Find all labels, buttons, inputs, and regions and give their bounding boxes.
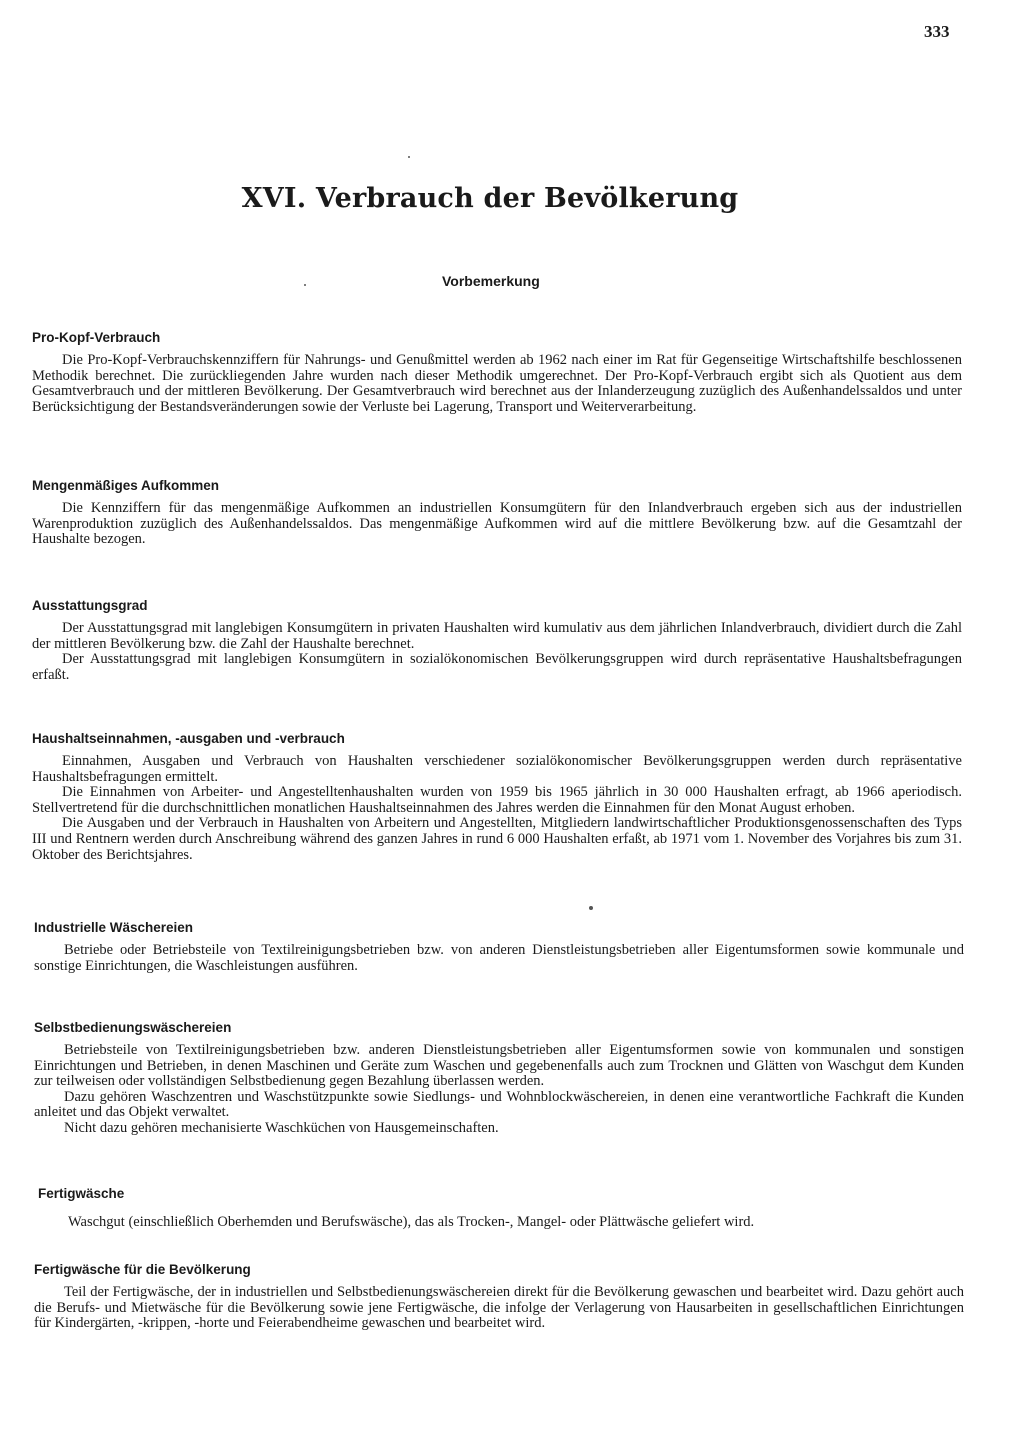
section-heading: Industrielle Wäschereien: [34, 920, 194, 935]
section-paragraph: Die Pro-Kopf-Verbrauchskennziffern für Nahrungs- und Genußmittel werden ab 1962 nach einer im Rat für Gegenseitige Wirtschaftshilfe beschlossenen Methodik berechnet. Die zurückliegenden Jahre wurden nach dieser Methodik umgerechnet. Der Pro-Kopf-Verbrauch ergibt sich als Quotient aus dem Gesamtverbrauch und der mittleren Bevölkerung. Der Gesamtverbrauch wird berechnet aus der Inlanderzeugung zuzüglich des Außenhandelssaldos und unter Berücksichtigung der Bestandsveränderungen sowie der Verluste bei Lagerung, Transport und Weiterverarbeitung.: [32, 352, 962, 415]
section-mengenmaessiges-aufkommen: [32, 478, 962, 548]
section-heading: Ausstattungsgrad: [32, 598, 148, 613]
section-heading: Pro-Kopf-Verbrauch: [32, 330, 161, 345]
scan-speck: [304, 284, 306, 286]
section-paragraph: Teil der Fertigwäsche, der in industriellen und Selbstbedienungswäschereien direkt für die Bevölkerung gewaschen und bearbeitet wird. Dazu gehört auch die Berufs- und Mietwäsche für die Bevölkerung sowie jene Fertigwäsche, die infolge der Verlagerung von Hausarbeiten in gesellschaftlichen Einrichtungen für Kindergärten, -krippen, -horte und Feierabendheime gewaschen und bearbeitet wird.: [34, 1284, 964, 1332]
section-fertigwaesche: [38, 1186, 968, 1231]
section-haushaltseinnahmen: [32, 731, 962, 863]
section-paragraph: Die Ausgaben und der Verbrauch in Haushalten von Arbeitern und Angestellten, Mitgliedern landwirtschaftlicher Produktionsgenossenschaften des Typs III und Rentnern werden durch Anschreibung während des ganzen Jahres in rund 6 000 Haushalten erfaßt, ab 1971 vom 1. November des Vorjahres bis zum 31. Oktober des Berichtsjahres.: [32, 815, 962, 863]
section-fertigwaesche-bevoelkerung: [34, 1262, 964, 1332]
section-paragraph: Die Einnahmen von Arbeiter- und Angestelltenhaushalten wurden von 1959 bis 1965 jährlich in 30 000 Haushalten erfragt, ab 1966 aperiodisch. Stellvertretend für die durchschnittlichen monatlichen Haushaltseinnahmen des Jahres werden die Einnahmen für den Monat August erhoben.: [32, 784, 962, 816]
section-selbstbedienungswaeschereien: [34, 1020, 964, 1137]
section-ausstattungsgrad: [32, 598, 962, 683]
scan-speck: [589, 906, 593, 910]
page-number: 333: [924, 22, 950, 41]
scan-speck: [408, 156, 410, 158]
section-paragraph: Dazu gehören Waschzentren und Waschstützpunkte sowie Siedlungs- und Wohnblockwäschereien, in denen eine verantwortliche Fachkraft die Kunden anleitet und das Objekt verwaltet.: [34, 1088, 964, 1121]
section-heading: Mengenmäßiges Aufkommen: [32, 478, 220, 493]
section-paragraph: Betriebsteile von Textilreinigungsbetrieben bzw. anderen Dienstleistungsbetrieben aller Eigentumsformen sowie von kommunalen und sonstigen Einrichtungen und Betrieben, in denen Maschinen und Geräte zum Waschen und gegebenenfalls auch zum Trocknen und Glätten von Waschgut dem Kunden zur teilweisen oder vollständigen Selbstbedienung gegen Bezahlung überlassen werden.: [34, 1042, 964, 1090]
section-heading: Selbstbedienungswäschereien: [34, 1020, 232, 1035]
section-heading: Fertigwäsche für die Bevölkerung: [34, 1262, 251, 1277]
section-paragraph: Betriebe oder Betriebsteile von Textilreinigungsbetrieben bzw. von anderen Dienstleistungsbetrieben aller Eigentumsformen sowie kommunale und sonstige Einrichtungen, die Waschleistungen ausführen.: [34, 942, 964, 974]
section-paragraph: Waschgut (einschließlich Oberhemden und Berufswäsche), das als Trocken-, Mangel- oder Plättwäsche geliefert wird.: [68, 1214, 755, 1230]
subtitle: Vorbemerkung: [442, 273, 540, 289]
section-heading: Fertigwäsche: [38, 1186, 125, 1201]
chapter-title: XVI. Verbrauch der Bevölkerung: [241, 183, 739, 214]
section-paragraph: Nicht dazu gehören mechanisierte Waschküchen von Hausgemeinschaften.: [64, 1119, 499, 1136]
section-paragraph: Der Ausstattungsgrad mit langlebigen Konsumgütern in sozialökonomischen Bevölkerungsgruppen wird durch repräsentative Haushaltsbefragungen erfaßt.: [32, 651, 962, 683]
section-industrielle-waeschereien: [34, 920, 964, 974]
section-paragraph: Der Ausstattungsgrad mit langlebigen Konsumgütern in privaten Haushalten wird kumulativ aus dem jährlichen Inlandverbrauch, dividiert durch die Zahl der mittleren Bevölkerung bzw. die Zahl der Haushalte berechnet.: [32, 620, 962, 652]
section-paragraph: Einnahmen, Ausgaben und Verbrauch von Haushalten verschiedener sozialökonomischer Bevölkerungsgruppen werden durch repräsentative Haushaltsbefragungen ermittelt.: [32, 753, 962, 785]
section-pro-kopf-verbrauch: [32, 330, 962, 415]
section-heading: Haushaltseinnahmen, -ausgaben und -verbrauch: [32, 731, 345, 746]
section-paragraph: Die Kennziffern für das mengenmäßige Aufkommen an industriellen Konsumgütern für den Inlandverbrauch ergeben sich aus der industriellen Warenproduktion zuzüglich des Außenhandelssaldos. Das mengenmäßige Aufkommen wird auf die mittlere Bevölkerung bzw. auf die Gesamtzahl der Haushalte bezogen.: [32, 500, 962, 548]
